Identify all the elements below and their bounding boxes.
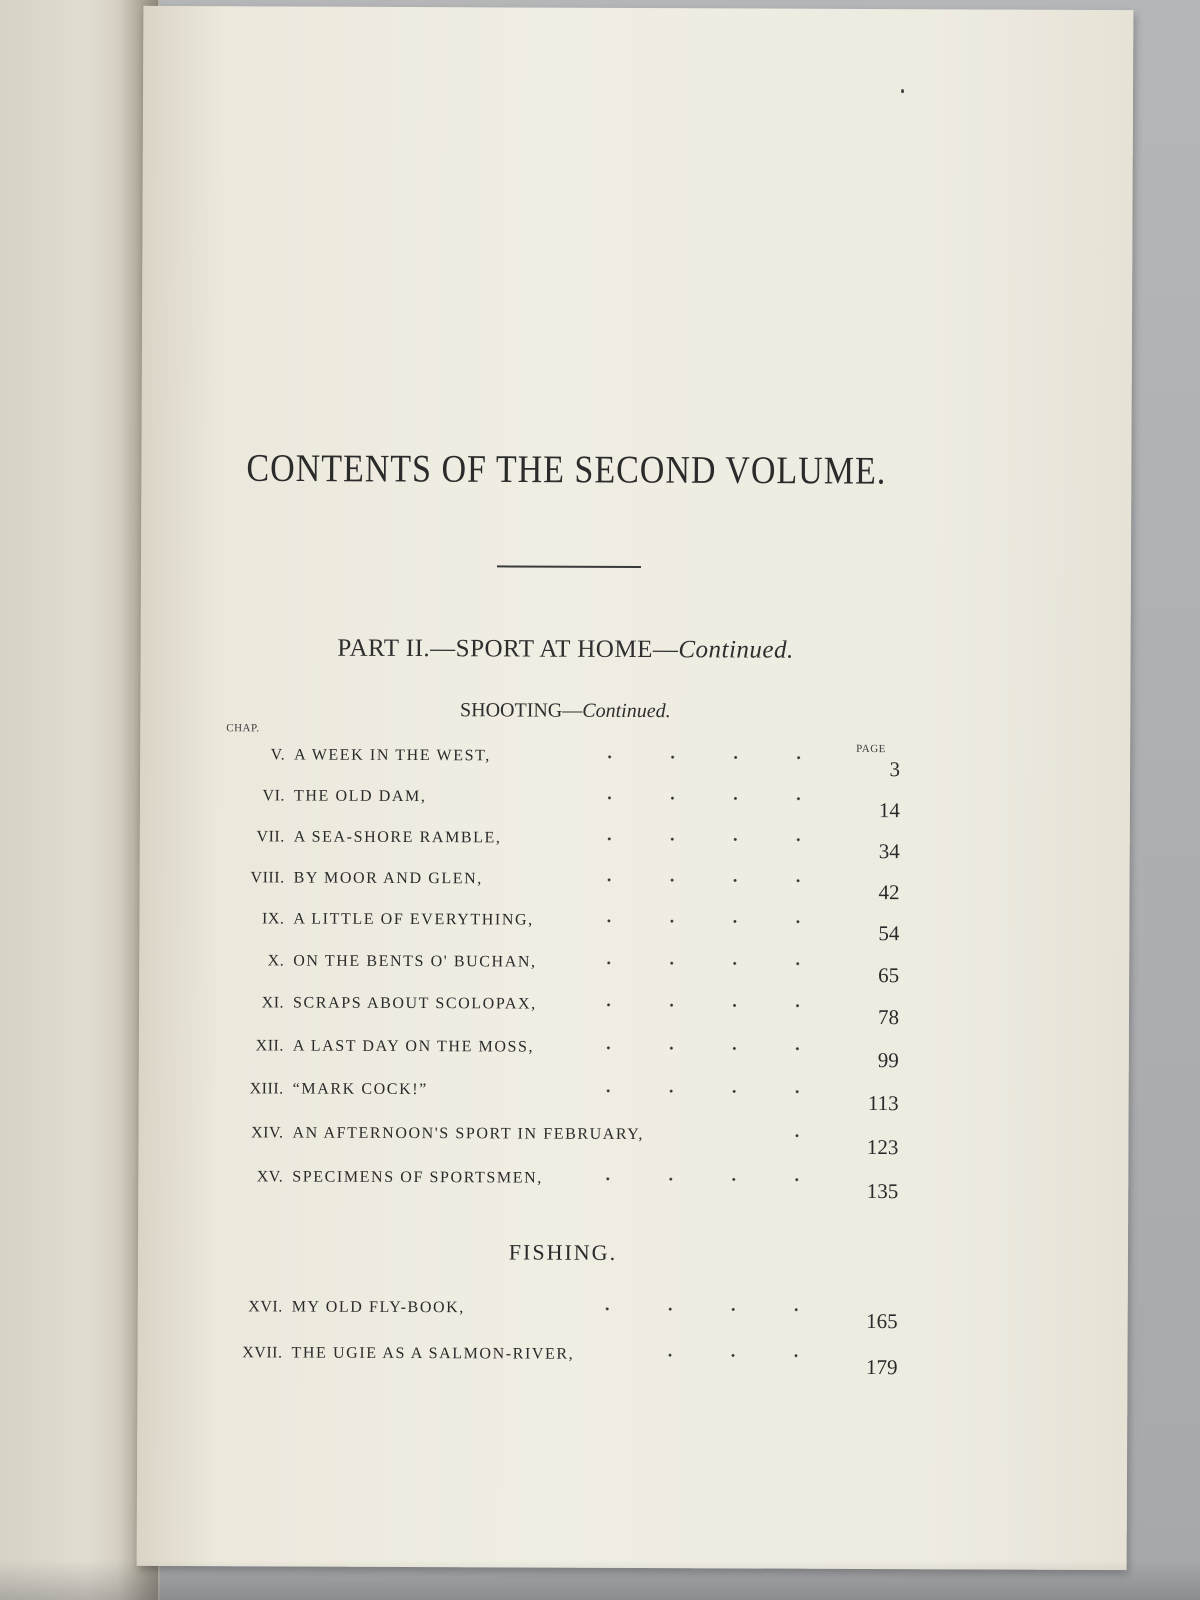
shooting-heading-text: SHOOTING— [460,699,583,722]
chapter-title: SCRAPS ABOUT SCOLOPAX, [293,994,537,1013]
dot-leader [638,1350,828,1361]
dot-leader [579,1086,829,1097]
page-number: 42 [878,880,900,905]
page-title: CONTENTS OF THE SECOND VOLUME. [246,447,887,493]
chapter-number: XIII. [249,1080,284,1098]
toc-entry [199,1080,899,1116]
chapter-number: VII. [256,828,285,846]
page-number: 135 [866,1179,899,1204]
page-number: 123 [866,1135,899,1160]
chapter-number: XV. [256,1168,284,1186]
chapter-title: MY OLD FLY-BOOK, [291,1298,465,1317]
page-number: 3 [889,757,901,782]
fishing-heading: FISHING. [508,1239,618,1265]
page-number: 54 [878,921,900,946]
chapter-number: XI. [261,994,285,1012]
chapter-title: “MARK COCK!” [292,1080,428,1099]
page-number: 65 [878,963,900,988]
toc-entry [198,1298,898,1334]
chapter-title: SPECIMENS OF SPORTSMEN, [292,1168,543,1187]
page-number: 14 [878,798,900,823]
chap-column-label: CHAP. [226,722,260,735]
chapter-title: AN AFTERNOON'S SPORT IN FEBRUARY, [292,1124,645,1144]
toc-entry [199,910,900,946]
toc-entry [200,746,901,782]
title-rule [497,565,641,568]
ink-speck [901,89,904,93]
chapter-title: A LAST DAY ON THE MOSS, [292,1037,535,1056]
chapter-title: A LITTLE OF EVERYTHING, [293,910,534,929]
page-number: 113 [867,1091,899,1116]
dot-leader [580,875,830,886]
chapter-title: A WEEK IN THE WEST, [294,746,491,765]
chapter-number: V. [270,746,286,764]
dot-leader [580,834,830,845]
contents-page [137,6,1134,1570]
dot-leader [758,1131,828,1141]
dot-leader [579,1043,829,1054]
dot-leader [580,752,830,763]
page-number: 34 [878,839,900,864]
dot-leader [578,1304,828,1315]
toc-entry [199,1037,899,1073]
shooting-heading [140,698,990,725]
toc-entry [197,1344,898,1380]
toc-entry [198,1124,899,1160]
chapter-number: XII. [255,1037,284,1055]
toc-entry [199,952,900,988]
toc-entry [199,994,900,1030]
page-number: 165 [866,1309,898,1334]
dot-leader [579,1000,829,1011]
chapter-number: VI. [262,787,285,805]
chapter-title: A SEA-SHORE RAMBLE, [293,828,502,847]
part-heading [141,634,991,666]
part-heading-text: PART II.—SPORT AT HOME— [337,634,679,664]
page-column-label: PAGE [856,742,886,756]
dot-leader [580,793,830,804]
chapter-title: BY MOOR AND GLEN, [293,869,483,888]
page-number: 78 [877,1005,900,1030]
dot-leader [579,916,829,927]
page-number: 99 [877,1048,899,1073]
toc-entry [200,787,900,823]
page-number: 179 [865,1355,898,1380]
chapter-number: XIV. [251,1124,284,1142]
part-heading-italic: Continued. [678,636,794,664]
chapter-title: THE OLD DAM, [293,787,427,806]
shooting-heading-italic: Continued. [582,699,671,723]
chapter-number: VIII. [250,869,285,887]
toc-entry [200,869,900,905]
dot-leader [579,958,829,969]
chapter-title: THE UGIE AS A SALMON-RIVER, [291,1344,575,1363]
chapter-title: ON THE BENTS O' BUCHAN, [293,952,537,971]
chapter-number: X. [267,952,285,970]
chapter-number: XVI. [248,1298,283,1316]
table-surface-shadow [0,1560,1200,1600]
toc-entry [198,1168,899,1204]
chapter-number: XVII. [242,1344,283,1362]
chapter-number: IX. [261,910,285,928]
dot-leader [578,1174,828,1185]
toc-entry [200,828,900,864]
